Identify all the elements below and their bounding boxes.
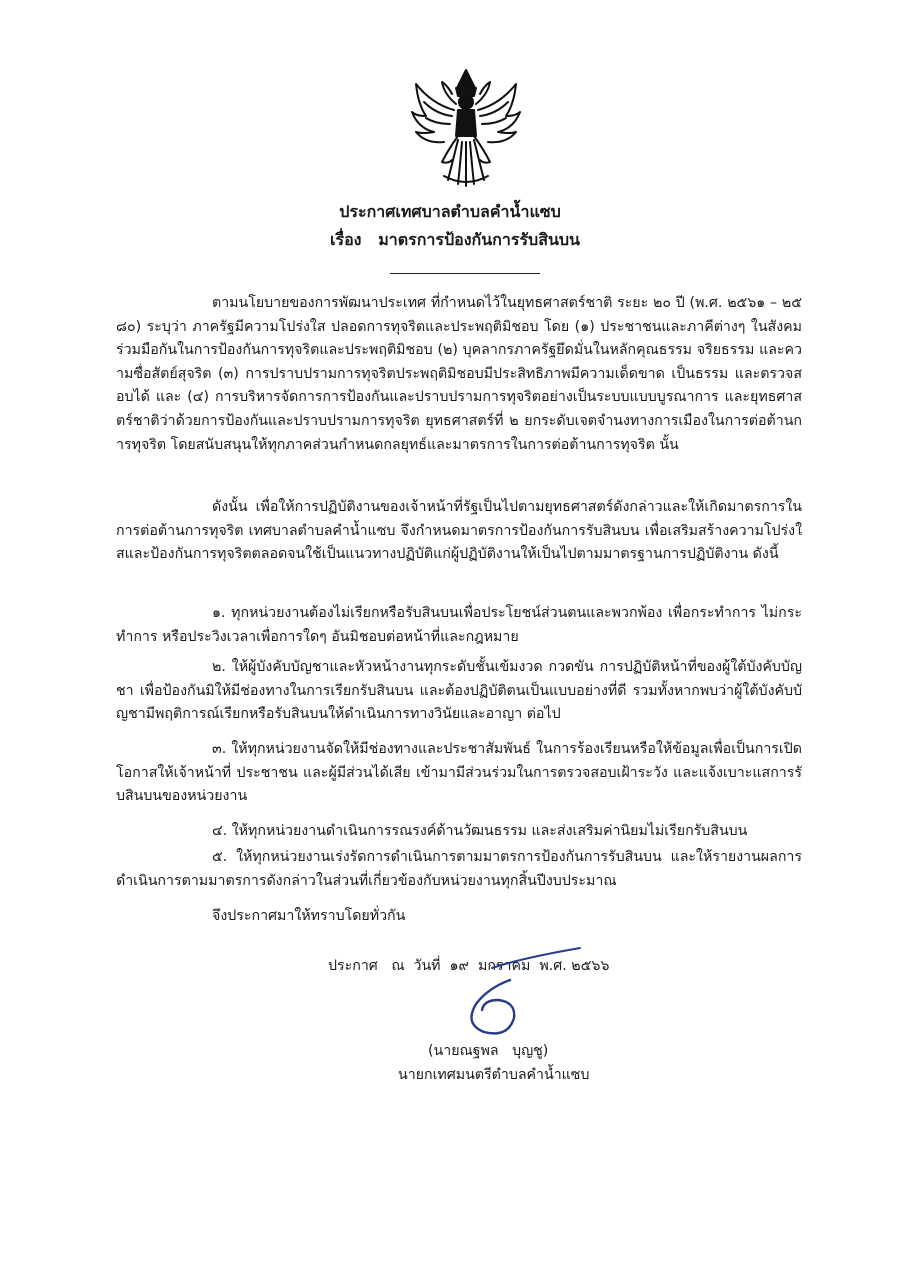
signer-name: (นายณฐพล บุญชู)	[428, 1043, 549, 1059]
paragraph-policy: ตามนโยบายของการพัฒนาประเทศ ที่กำหนดไว้ในยุทธศาสตร์ชาติ ระยะ ๒๐ ปี (พ.ศ. ๒๕๖๑ – ๒๕๘๐) ระบุว่า ภาครัฐมีความโปร่งใส ปลอดการทุจริตและประพฤติมิชอบ โดย (๑) ประชาชนและภาคีต่างๆ ในสังคมร่วมมือกันในการป้องกันการทุจริตและประพฤติมิชอบ (๒) บุคลากรภาครัฐยึดมั่นในหลักคุณธรรม จริยธรรม และความซื่อสัตย์สุจริต (๓) การปราบปรามการทุจริตประพฤติมิชอบมีประสิทธิภาพมีความเด็ดขาด เป็นธรรม และตรวจสอบได้ และ (๔) การบริหารจัดการการป้องกันและปราบปรามการทุจริตอย่างเป็นระบบแบบบูรณาการ และยุทธศาสตร์ชาติว่าด้วยการป้องกันและปราบปรามการทุจริต ยุทธศาสตร์ที่ ๒ ยกระดับเจตจำนงทางการเมืองในการต่อต้านการทุจริต โดยสนับสนุนให้ทุกภาคส่วนกำหนดกลยุทธ์และมาตรการในการต่อต้านการทุจริต นั้น	[116, 295, 802, 453]
heading-subject: เรื่อง มาตรการป้องกันการรับสินบน	[330, 230, 580, 249]
heading-divider	[390, 273, 540, 274]
paragraph-therefore: ดังนั้น เพื่อให้การปฏิบัติงานของเจ้าหน้าที่รัฐเป็นไปตามยุทธศาสตร์ดังกล่าวและให้เกิดมาตรการในการต่อต้านการทุจริต เทศบาลตำบลคำน้ำแซบ จึงกำหนดมาตรการป้องกันการรับสินบน เพื่อเสริมสร้างความโปร่งใสและป้องกันการทุจริตตลอดจนใช้เป็นแนวทางปฏิบัติแก่ผู้ปฏิบัติงานให้เป็นไปตามมาตรฐานการปฏิบัติงาน ดังนี้	[116, 499, 802, 563]
list-item-4: ๔. ให้ทุกหน่วยงานดำเนินการรณรงค์ด้านวัฒนธรรม และส่งเสริมค่านิยมไม่เรียกรับสินบน	[212, 823, 748, 839]
document-heading	[0, 198, 900, 254]
signature-icon	[452, 940, 602, 1050]
list-item-5: ๕. ให้ทุกหน่วยงานเร่งรัดการดำเนินการตามมาตรการป้องกันการรับสินบน และให้รายงานผลการดำเนินการตามมาตรการดังกล่าวในส่วนที่เกี่ยวข้องกับหน่วยงานทุกสิ้นปีงบประมาณ	[116, 849, 802, 889]
list-item-3: ๓. ให้ทุกหน่วยงานจัดให้มีช่องทางและประชาสัมพันธ์ ในการร้องเรียนหรือให้ข้อมูลเพื่อเป็นการเปิดโอกาสให้เจ้าหน้าที่ ประชาชน และผู้มีส่วนได้เสีย เข้ามามีส่วนร่วมในการตรวจสอบเฝ้าระวัง และแจ้งเบาะแสการรับสินบนของหน่วยงาน	[116, 741, 802, 805]
closing-statement: จึงประกาศมาให้ทราบโดยทั่วกัน	[212, 908, 406, 924]
list-item-1: ๑. ทุกหน่วยงานต้องไม่เรียกหรือรับสินบนเพื่อประโยชน์ส่วนตนและพวกพ้อง เพื่อกระทำการ ไม่กระทำการ หรือประวิงเวลาเพื่อการใดๆ อันมิชอบต่อหน้าที่และกฎหมาย	[116, 605, 802, 645]
list-item-2: ๒. ให้ผู้บังคับบัญชาและหัวหน้างานทุกระดับชั้นเข้มงวด กวดขัน การปฏิบัติหน้าที่ของผู้ใต้บังคับบัญชา เพื่อป้องกันมิให้มีช่องทางในการเรียกรับสินบน และต้องปฏิบัติตนเป็นแบบอย่างที่ดี รวมทั้งหากพบว่าผู้ใต้บังคับบัญชามีพฤติการณ์เรียกหรือรับสินบนให้ดำเนินการทางวินัยและอาญา ต่อไป	[116, 659, 802, 723]
garuda-emblem-icon	[408, 64, 524, 188]
signer-title: นายกเทศมนตรีตำบลคำน้ำแซบ	[398, 1067, 590, 1083]
announcement-date: ประกาศ ณ วันที่ ๑๙ มกราคม พ.ศ. ๒๕๖๖	[328, 958, 610, 974]
heading-organization: ประกาศเทศบาลตำบลคำน้ำแซบ	[339, 202, 561, 221]
